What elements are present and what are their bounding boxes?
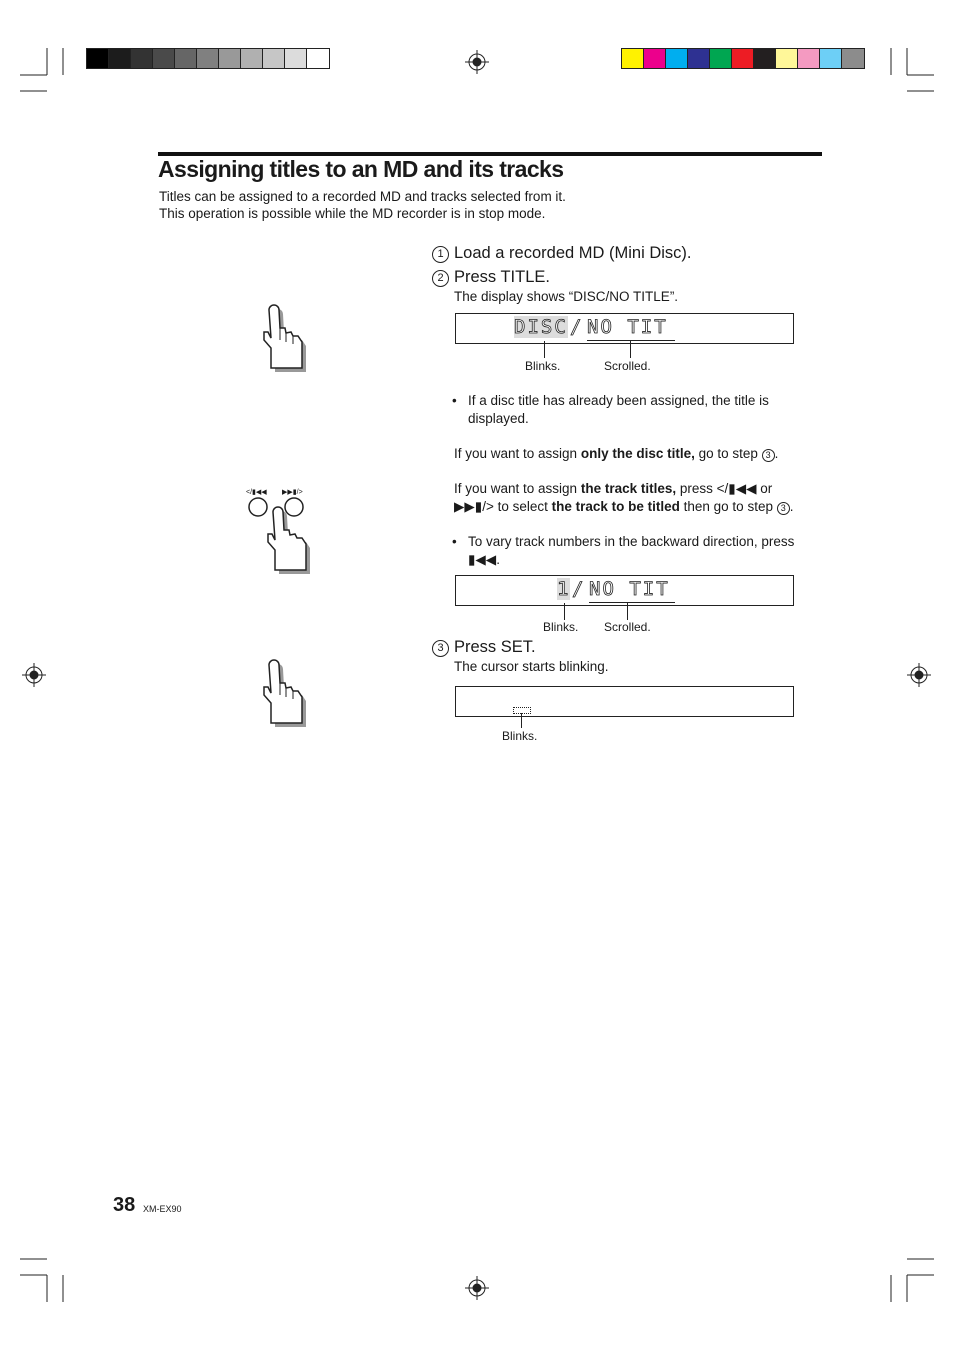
display2-separator: /: [572, 578, 586, 600]
display2-scroll-text: NO TIT: [589, 578, 670, 600]
color-swatch: [622, 49, 644, 68]
step-3-number: 3: [432, 640, 449, 657]
color-swatch: [307, 49, 329, 68]
skip-forward-button-icon: [285, 498, 303, 516]
disc-title-paragraph: [454, 445, 814, 463]
color-swatch: [710, 49, 732, 68]
color-swatch: [688, 49, 710, 68]
skip-forward-label: ▶▶▮/>: [282, 489, 303, 496]
display2-blink-text: 1: [557, 578, 571, 600]
color-swatch: [754, 49, 776, 68]
blinks-caption-2: Blinks.: [543, 620, 579, 634]
color-swatch: [666, 49, 688, 68]
color-swatch: [732, 49, 754, 68]
track-para-bold-1: the track titles,: [580, 481, 677, 496]
bullet-backward: • To vary track numbers in the backward direction, press ▮◀◀.: [452, 534, 795, 567]
track-para-mid-1: press </▮◀◀ or ▶▶▮/> to select: [454, 481, 773, 514]
step-ref-number: 3: [777, 502, 790, 515]
hand-press-set-icon: [258, 655, 312, 729]
color-swatch: [263, 49, 285, 68]
track-para-mid-2: then go to step: [679, 498, 777, 514]
step-2-label: Press TITLE.: [454, 268, 550, 286]
hand-press-icon: [258, 300, 312, 374]
disc-para-post: go to step: [694, 446, 762, 461]
color-swatch: [842, 49, 864, 68]
step-2-note: The display shows “DISC/NO TITLE”.: [454, 289, 679, 304]
intro-line-1: Titles can be assigned to a recorded MD and tracks selected from it.: [159, 189, 566, 204]
step-1: [432, 244, 692, 263]
step-1-label: Load a recorded MD (Mini Disc).: [454, 244, 692, 262]
display-blink-text: DISC: [514, 316, 568, 338]
model-name: XM-EX90: [143, 1204, 182, 1214]
step-2: [432, 268, 550, 287]
color-swatch: [285, 49, 307, 68]
step-1-number: 1: [432, 246, 449, 263]
color-swatch: [798, 49, 820, 68]
color-swatch: [644, 49, 666, 68]
bullet-title-assigned: • If a disc title has already been assigned, the title is displayed.: [452, 393, 769, 426]
skip-buttons-hand-icon: [246, 496, 318, 576]
display-scroll-text: NO TIT: [587, 316, 668, 338]
step-3-note: The cursor starts blinking.: [454, 659, 609, 674]
step-ref-number: 3: [762, 449, 775, 462]
step-3: [432, 638, 536, 657]
color-swatch: [175, 49, 197, 68]
display-separator: /: [570, 316, 584, 338]
intro-line-2: This operation is possible while the MD recorder is in stop mode.: [159, 206, 546, 221]
bullet-title-assigned-text: If a disc title has already been assigned, the title is displayed.: [468, 393, 769, 426]
color-swatch: [131, 49, 153, 68]
page-number: 38: [113, 1194, 136, 1216]
disc-para-bold: only the disc title,: [580, 446, 695, 461]
display-cursor: [455, 686, 794, 717]
skip-back-label: </▮◀◀: [246, 489, 267, 496]
scrolled-caption: Scrolled.: [604, 359, 651, 373]
gray-scale-bar: [86, 48, 330, 69]
color-swatch: [241, 49, 263, 68]
blinks-caption: Blinks.: [525, 359, 561, 373]
color-swatch: [219, 49, 241, 68]
color-swatch: [820, 49, 842, 68]
display-disc-title: [455, 313, 794, 344]
disc-para-end: .: [774, 446, 779, 461]
display-track-title: [455, 575, 794, 606]
track-para-end: .: [789, 498, 794, 514]
color-swatch: [776, 49, 798, 68]
scrolled-caption-2: Scrolled.: [604, 620, 651, 634]
disc-para-text: If you want to assign: [454, 446, 581, 461]
color-swatch: [153, 49, 175, 68]
color-swatch: [87, 49, 109, 68]
cursor-icon: [513, 707, 531, 714]
page-title: Assigning titles to an MD and its tracks: [158, 156, 564, 182]
blinks-caption-3: Blinks.: [502, 729, 538, 743]
step-2-number: 2: [432, 270, 449, 287]
bullet-backward-text: To vary track numbers in the backward direction, press ▮◀◀.: [468, 534, 795, 567]
track-para-bold-2: the track to be titled: [551, 498, 680, 514]
color-bar: [621, 48, 865, 69]
skip-back-button-icon: [249, 498, 267, 516]
color-swatch: [197, 49, 219, 68]
color-swatch: [109, 49, 131, 68]
step-3-label: Press SET.: [454, 638, 536, 656]
track-para-text: If you want to assign: [454, 481, 581, 496]
registration-marks: [22, 50, 931, 1300]
track-title-paragraph: [454, 480, 814, 515]
